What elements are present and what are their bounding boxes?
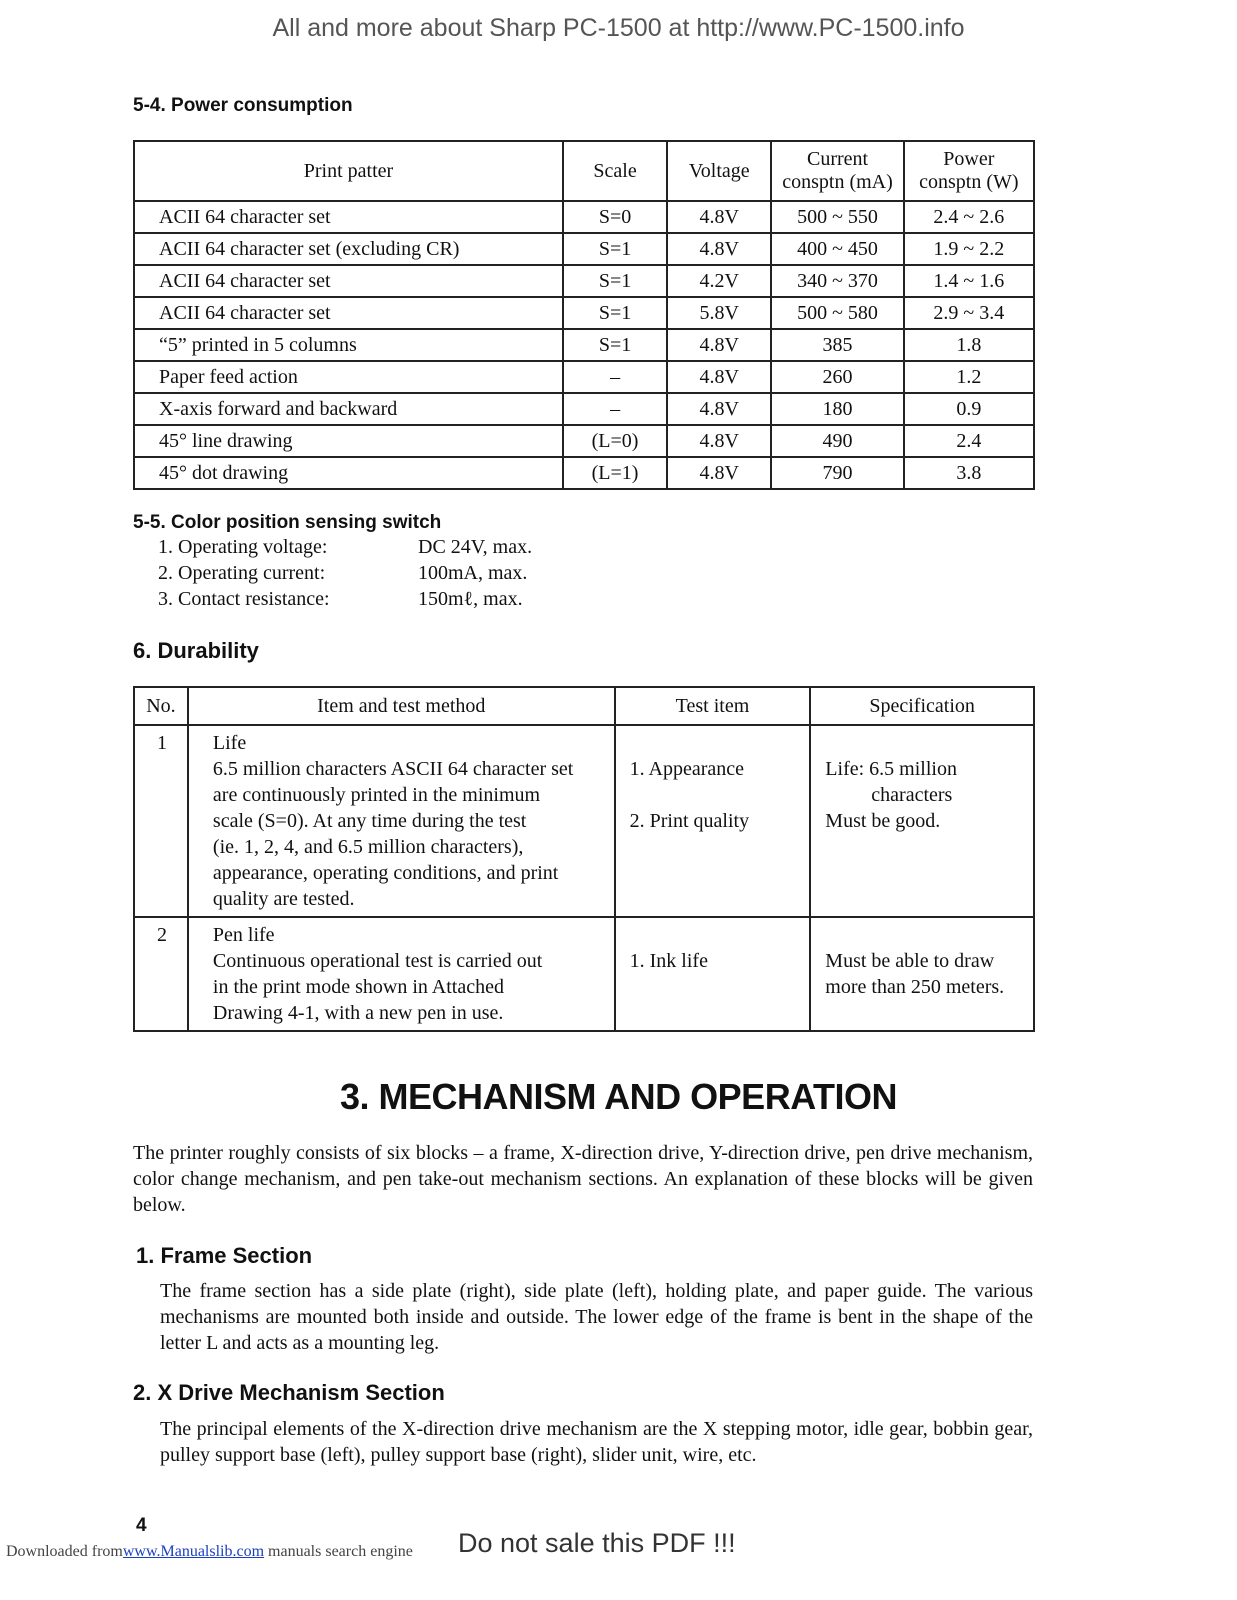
scale-cell: (L=0) xyxy=(563,425,667,457)
header-no: No. xyxy=(134,687,188,725)
table-row xyxy=(134,425,1034,457)
site-banner: All and more about Sharp PC-1500 at http://www.PC-1500.info xyxy=(272,14,965,42)
power-cell: 1.8 xyxy=(904,329,1034,361)
power-cell: 1.4 ~ 1.6 xyxy=(904,265,1034,297)
method-line: Continuous operational test is carried out xyxy=(212,950,543,972)
table-row xyxy=(134,201,1034,233)
method-line: Life xyxy=(212,732,247,754)
switch-value: 150mℓ, max. xyxy=(418,588,523,610)
scale-cell: S=1 xyxy=(563,297,667,329)
voltage-cell: 4.8V xyxy=(667,201,771,233)
switch-label: 3. Contact resistance: xyxy=(158,588,330,610)
header-print-pattern: Print patter xyxy=(134,141,563,201)
power-cell: 0.9 xyxy=(904,393,1034,425)
method-line: Pen life xyxy=(212,924,275,946)
scale-cell: – xyxy=(563,393,667,425)
print-pattern-cell: ACII 64 character set xyxy=(134,265,563,297)
spec-line: Must be good. xyxy=(825,810,941,832)
current-cell: 500 ~ 580 xyxy=(771,297,903,329)
specification xyxy=(810,725,1034,917)
header-specification: Specification xyxy=(810,687,1034,725)
test-item: 1. Ink life xyxy=(629,950,708,972)
print-pattern-cell: 45° dot drawing xyxy=(134,457,563,489)
table-header-row xyxy=(134,141,1034,201)
test-item: 1. Appearance xyxy=(629,758,745,780)
power-cell: 2.4 xyxy=(904,425,1034,457)
method-line: in the print mode shown in Attached xyxy=(212,976,504,998)
table-row xyxy=(134,361,1034,393)
frame-section-text: The frame section has a side plate (right), side plate (left), holding plate, and paper guide. The various mechanisms are mounted both inside and outside. The lower edge of the frame is bent in the shape of the letter L and acts as a mounting leg. xyxy=(160,1280,1033,1354)
list-item xyxy=(158,562,578,588)
header-item-method: Item and test method xyxy=(188,687,615,725)
scale-cell: (L=1) xyxy=(563,457,667,489)
power-consumption-table xyxy=(133,140,1035,490)
voltage-cell: 5.8V xyxy=(667,297,771,329)
switch-spec-list xyxy=(158,536,578,616)
scale-cell: – xyxy=(563,361,667,393)
sale-notice: Do not sale this PDF !!! xyxy=(458,1528,736,1558)
voltage-cell: 4.8V xyxy=(667,425,771,457)
durability-table xyxy=(133,686,1035,1032)
row-number: 2 xyxy=(134,917,188,1031)
spec-line: more than 250 meters. xyxy=(825,976,1005,998)
print-pattern-cell: 45° line drawing xyxy=(134,425,563,457)
header-current xyxy=(771,141,903,201)
section-5-4-title: 5-4. Power consumption xyxy=(133,95,353,116)
scale-cell: S=1 xyxy=(563,329,667,361)
current-cell: 400 ~ 450 xyxy=(771,233,903,265)
test-items xyxy=(615,917,811,1031)
header-current-line1: Current xyxy=(806,148,869,170)
test-method xyxy=(188,725,615,917)
scale-cell: S=1 xyxy=(563,265,667,297)
test-items xyxy=(615,725,811,917)
voltage-cell: 4.8V xyxy=(667,361,771,393)
method-line: Drawing 4-1, with a new pen in use. xyxy=(212,1002,504,1024)
spec-line: characters xyxy=(871,784,953,806)
current-cell: 500 ~ 550 xyxy=(771,201,903,233)
current-cell: 340 ~ 370 xyxy=(771,265,903,297)
download-prefix: Downloaded from xyxy=(6,1543,123,1560)
power-cell: 2.9 ~ 3.4 xyxy=(904,297,1034,329)
voltage-cell: 4.8V xyxy=(667,233,771,265)
row-number: 1 xyxy=(134,725,188,917)
switch-value: DC 24V, max. xyxy=(418,536,533,558)
table-row xyxy=(134,393,1034,425)
current-cell: 260 xyxy=(771,361,903,393)
manualslib-link[interactable]: www.Manualslib.com xyxy=(122,1543,265,1560)
specification xyxy=(810,917,1034,1031)
voltage-cell: 4.8V xyxy=(667,457,771,489)
current-cell: 490 xyxy=(771,425,903,457)
scale-cell: S=0 xyxy=(563,201,667,233)
xdrive-section-text: The principal elements of the X-direction drive mechanism are the X stepping motor, idle gear, bobbin gear, pulley support base (left), pulley support base (right), slider unit, wire, etc. xyxy=(160,1418,1033,1466)
spec-line: Must be able to draw xyxy=(825,950,995,972)
power-cell: 3.8 xyxy=(904,457,1034,489)
print-pattern-cell: ACII 64 character set xyxy=(134,297,563,329)
print-pattern-cell: ACII 64 character set (excluding CR) xyxy=(134,233,563,265)
voltage-cell: 4.2V xyxy=(667,265,771,297)
switch-label: 1. Operating voltage: xyxy=(158,536,328,558)
method-line: 6.5 million characters ASCII 64 character set xyxy=(212,758,574,780)
table-row xyxy=(134,725,1034,917)
test-item: 2. Print quality xyxy=(629,810,750,832)
method-line: (ie. 1, 2, 4, and 6.5 million characters), xyxy=(212,836,524,858)
list-item xyxy=(158,588,578,614)
method-line: scale (S=0). At any time during the test xyxy=(212,810,527,832)
switch-label: 2. Operating current: xyxy=(158,562,326,584)
voltage-cell: 4.8V xyxy=(667,329,771,361)
method-line: are continuously printed in the minimum xyxy=(212,784,541,806)
current-cell: 180 xyxy=(771,393,903,425)
list-item xyxy=(158,536,578,562)
chapter-intro: The printer roughly consists of six blocks – a frame, X-direction drive, Y-direction drive, pen drive mechanism, color change mechanism, and pen take-out mechanism sections. An explanation of these blocks will be given below. xyxy=(133,1142,1033,1216)
table-row xyxy=(134,233,1034,265)
table-row xyxy=(134,265,1034,297)
header-voltage: Voltage xyxy=(667,141,771,201)
header-current-line2: consptn (mA) xyxy=(782,171,893,193)
voltage-cell: 4.8V xyxy=(667,393,771,425)
chapter-title: 3. MECHANISM AND OPERATION xyxy=(339,1076,898,1117)
header-power-line1: Power xyxy=(943,148,995,170)
print-pattern-cell: X-axis forward and backward xyxy=(134,393,563,425)
header-test-item: Test item xyxy=(615,687,811,725)
power-cell: 2.4 ~ 2.6 xyxy=(904,201,1034,233)
test-method xyxy=(188,917,615,1031)
table-header-row xyxy=(134,687,1034,725)
power-cell: 1.2 xyxy=(904,361,1034,393)
section-5-5-title: 5-5. Color position sensing switch xyxy=(133,512,442,533)
table-row xyxy=(134,917,1034,1031)
table-row xyxy=(134,297,1034,329)
header-power xyxy=(904,141,1034,201)
page-number: 4 xyxy=(136,1515,147,1536)
header-power-line2: consptn (W) xyxy=(919,171,1019,193)
download-suffix: manuals search engine xyxy=(264,1543,413,1560)
power-cell: 1.9 ~ 2.2 xyxy=(904,233,1034,265)
frame-section-title: 1. Frame Section xyxy=(136,1243,313,1268)
current-cell: 385 xyxy=(771,329,903,361)
scale-cell: S=1 xyxy=(563,233,667,265)
switch-value: 100mA, max. xyxy=(418,562,528,584)
method-line: appearance, operating conditions, and print xyxy=(212,862,559,884)
current-cell: 790 xyxy=(771,457,903,489)
header-scale: Scale xyxy=(563,141,667,201)
print-pattern-cell: Paper feed action xyxy=(134,361,563,393)
method-line: quality are tested. xyxy=(212,888,355,910)
section-6-title: 6. Durability xyxy=(133,638,259,663)
print-pattern-cell: “5” printed in 5 columns xyxy=(134,329,563,361)
table-row xyxy=(134,457,1034,489)
print-pattern-cell: ACII 64 character set xyxy=(134,201,563,233)
download-footer xyxy=(6,1543,413,1561)
spec-line: Life: 6.5 million xyxy=(825,758,957,780)
xdrive-section-title: 2. X Drive Mechanism Section xyxy=(133,1380,445,1405)
table-row xyxy=(134,329,1034,361)
